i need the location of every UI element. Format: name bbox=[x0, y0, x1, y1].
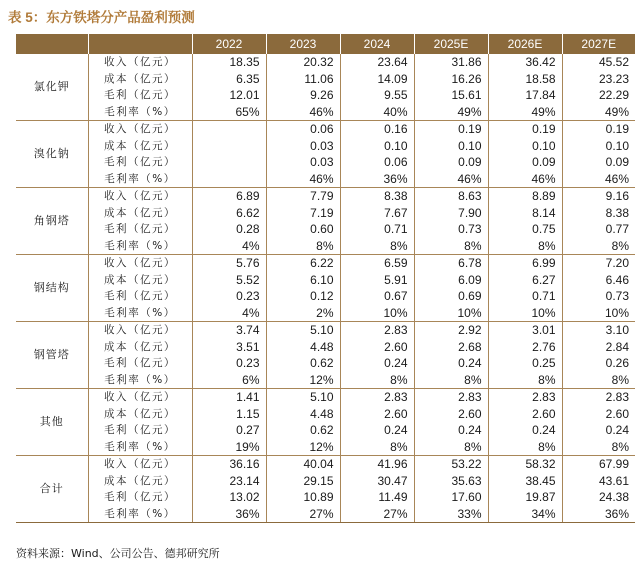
value-cell: 6.22 bbox=[266, 255, 340, 272]
value-cell: 10.89 bbox=[266, 489, 340, 506]
value-cell: 3.74 bbox=[192, 322, 266, 339]
table-row bbox=[16, 104, 635, 121]
value-cell: 23.14 bbox=[192, 473, 266, 490]
value-cell: 22.29 bbox=[598, 88, 629, 103]
table-row bbox=[16, 422, 635, 439]
table-row bbox=[16, 288, 635, 305]
table-row bbox=[16, 221, 635, 238]
table-row bbox=[16, 154, 635, 171]
table-row bbox=[16, 473, 635, 490]
value-cell: 40.04 bbox=[266, 456, 340, 473]
value-cell: 16.26 bbox=[414, 71, 488, 88]
metric-label-cell: 成本（亿元） bbox=[88, 272, 192, 289]
value-cell: 6.35 bbox=[192, 71, 266, 88]
value-cell: 2.83 bbox=[488, 389, 562, 406]
value-cell: 1.15 bbox=[192, 406, 266, 423]
value-cell: 27% bbox=[266, 506, 340, 523]
value-cell: 36% bbox=[340, 171, 414, 188]
value-cell: 12.01 bbox=[192, 87, 266, 104]
value-cell: 6.27 bbox=[488, 272, 562, 289]
table-row bbox=[16, 188, 635, 205]
value-cell: 30.47 bbox=[340, 473, 414, 490]
value-cell: 0.19 bbox=[605, 122, 629, 137]
value-cell: 0.06 bbox=[266, 121, 340, 138]
metric-label-cell: 毛利率（%） bbox=[88, 238, 192, 255]
value-cell: 10% bbox=[562, 305, 635, 322]
value-cell: 23.23 bbox=[598, 71, 629, 86]
value-cell: 8% bbox=[414, 238, 488, 255]
metric-label-cell: 毛利率（%） bbox=[88, 439, 192, 456]
metric-label-cell: 成本（亿元） bbox=[88, 205, 192, 222]
table-row bbox=[16, 138, 635, 155]
value-cell: 46% bbox=[488, 171, 562, 188]
value-cell: 0.19 bbox=[488, 121, 562, 138]
metric-label-cell: 毛利（亿元） bbox=[88, 422, 192, 439]
value-cell: 0.03 bbox=[266, 138, 340, 155]
value-cell: 53.22 bbox=[414, 456, 488, 473]
value-cell: 10% bbox=[340, 305, 414, 322]
value-cell: 3.51 bbox=[192, 339, 266, 356]
table-row bbox=[16, 506, 635, 523]
value-cell: 8% bbox=[266, 238, 340, 255]
value-cell: 5.91 bbox=[340, 272, 414, 289]
segment-name-cell: 溴化钠 bbox=[16, 121, 88, 188]
segment-name-cell: 氯化钾 bbox=[16, 54, 88, 121]
value-cell: 36.42 bbox=[488, 54, 562, 71]
value-cell: 27% bbox=[340, 506, 414, 523]
value-cell: 5.76 bbox=[192, 255, 266, 272]
value-cell: 2.68 bbox=[414, 339, 488, 356]
value-cell: 0.71 bbox=[488, 288, 562, 305]
value-cell: 0.09 bbox=[414, 154, 488, 171]
value-cell: 5.10 bbox=[266, 322, 340, 339]
table-row bbox=[16, 255, 635, 272]
segment-name-cell: 合计 bbox=[16, 456, 88, 523]
value-cell: 58.32 bbox=[488, 456, 562, 473]
value-cell: 17.84 bbox=[488, 87, 562, 104]
value-cell: 2.83 bbox=[605, 390, 629, 405]
segment-name-cell: 角钢塔 bbox=[16, 188, 88, 255]
table-header-row bbox=[16, 34, 635, 54]
value-cell: 2.84 bbox=[605, 339, 629, 354]
value-cell: 6.10 bbox=[266, 272, 340, 289]
value-cell: 2.60 bbox=[488, 406, 562, 423]
value-cell: 19% bbox=[192, 439, 266, 456]
metric-label-cell: 毛利（亿元） bbox=[88, 355, 192, 372]
table-row bbox=[16, 322, 635, 339]
header-cell-segment bbox=[16, 34, 88, 54]
table-row bbox=[16, 339, 635, 356]
metric-label-cell: 毛利率（%） bbox=[88, 171, 192, 188]
value-cell: 8% bbox=[488, 238, 562, 255]
value-cell: 13.02 bbox=[192, 489, 266, 506]
value-cell: 0.27 bbox=[192, 422, 266, 439]
metric-label-cell: 成本（亿元） bbox=[88, 71, 192, 88]
value-cell: 40% bbox=[340, 104, 414, 121]
value-cell: 18.58 bbox=[488, 71, 562, 88]
table-row bbox=[16, 171, 635, 188]
value-cell: 12% bbox=[266, 439, 340, 456]
metric-label-cell: 收入（亿元） bbox=[88, 322, 192, 339]
value-cell: 0.75 bbox=[488, 221, 562, 238]
value-cell: 17.60 bbox=[414, 489, 488, 506]
value-cell: 23.64 bbox=[340, 54, 414, 71]
source-note: 资料来源：Wind、公司公告、德邦研究所 bbox=[16, 547, 220, 560]
value-cell: 29.15 bbox=[266, 473, 340, 490]
value-cell: 5.10 bbox=[266, 389, 340, 406]
value-cell: 6% bbox=[192, 372, 266, 389]
value-cell bbox=[192, 138, 266, 155]
value-cell: 6.46 bbox=[605, 272, 629, 287]
value-cell: 0.16 bbox=[340, 121, 414, 138]
segment-name-cell: 钢结构 bbox=[16, 255, 88, 322]
metric-label-cell: 收入（亿元） bbox=[88, 456, 192, 473]
profit-forecast-table bbox=[16, 34, 635, 523]
value-cell: 18.35 bbox=[192, 54, 266, 71]
value-cell: 46% bbox=[414, 171, 488, 188]
value-cell: 65% bbox=[192, 104, 266, 121]
metric-label-cell: 成本（亿元） bbox=[88, 138, 192, 155]
value-cell: 10% bbox=[414, 305, 488, 322]
metric-label-cell: 成本（亿元） bbox=[88, 339, 192, 356]
value-cell: 34% bbox=[488, 506, 562, 523]
metric-label-cell: 毛利率（%） bbox=[88, 305, 192, 322]
header-cell-2022: 2022 bbox=[192, 34, 266, 54]
table-row bbox=[16, 205, 635, 222]
value-cell: 0.06 bbox=[340, 154, 414, 171]
value-cell: 35.63 bbox=[414, 473, 488, 490]
metric-label-cell: 毛利（亿元） bbox=[88, 154, 192, 171]
value-cell: 0.24 bbox=[414, 422, 488, 439]
value-cell: 6.09 bbox=[414, 272, 488, 289]
header-cell-2026e: 2026E bbox=[488, 34, 562, 54]
value-cell: 1.41 bbox=[192, 389, 266, 406]
value-cell: 6.89 bbox=[192, 188, 266, 205]
value-cell: 38.45 bbox=[488, 473, 562, 490]
value-cell: 0.12 bbox=[266, 288, 340, 305]
value-cell: 0.23 bbox=[192, 355, 266, 372]
value-cell: 8% bbox=[340, 439, 414, 456]
header-cell-metric bbox=[88, 34, 192, 54]
value-cell: 11.06 bbox=[266, 71, 340, 88]
value-cell: 49% bbox=[414, 104, 488, 121]
value-cell: 20.32 bbox=[266, 54, 340, 71]
table-row bbox=[16, 272, 635, 289]
value-cell: 0.60 bbox=[266, 221, 340, 238]
table-row bbox=[16, 489, 635, 506]
value-cell: 8% bbox=[414, 372, 488, 389]
value-cell: 36% bbox=[562, 506, 635, 523]
value-cell: 0.10 bbox=[488, 138, 562, 155]
value-cell: 2.60 bbox=[605, 406, 629, 421]
header-cell-2024: 2024 bbox=[340, 34, 414, 54]
value-cell: 7.19 bbox=[266, 205, 340, 222]
value-cell: 36.16 bbox=[192, 456, 266, 473]
metric-label-cell: 毛利率（%） bbox=[88, 104, 192, 121]
value-cell: 5.52 bbox=[192, 272, 266, 289]
value-cell: 8% bbox=[414, 439, 488, 456]
value-cell: 36% bbox=[192, 506, 266, 523]
value-cell: 0.24 bbox=[340, 422, 414, 439]
value-cell: 2% bbox=[266, 305, 340, 322]
table-row bbox=[16, 406, 635, 423]
value-cell: 49% bbox=[562, 104, 635, 121]
value-cell: 0.10 bbox=[414, 138, 488, 155]
value-cell: 43.61 bbox=[598, 473, 629, 488]
metric-label-cell: 收入（亿元） bbox=[88, 255, 192, 272]
segment-name-cell: 其他 bbox=[16, 389, 88, 456]
value-cell: 14.09 bbox=[340, 71, 414, 88]
value-cell: 0.69 bbox=[414, 288, 488, 305]
value-cell: 19.87 bbox=[488, 489, 562, 506]
table-row bbox=[16, 389, 635, 406]
value-cell: 7.20 bbox=[605, 256, 629, 271]
value-cell: 11.49 bbox=[340, 489, 414, 506]
value-cell: 8% bbox=[562, 238, 635, 255]
table-row bbox=[16, 238, 635, 255]
value-cell: 0.73 bbox=[414, 221, 488, 238]
value-cell: 4% bbox=[192, 305, 266, 322]
value-cell: 33% bbox=[414, 506, 488, 523]
value-cell: 0.24 bbox=[488, 422, 562, 439]
value-cell: 0.09 bbox=[605, 155, 629, 170]
value-cell: 24.38 bbox=[598, 490, 629, 505]
value-cell: 8% bbox=[340, 372, 414, 389]
table-row bbox=[16, 87, 635, 104]
value-cell: 0.77 bbox=[605, 222, 629, 237]
table-row bbox=[16, 71, 635, 88]
value-cell: 0.24 bbox=[414, 355, 488, 372]
metric-label-cell: 收入（亿元） bbox=[88, 188, 192, 205]
value-cell: 2.83 bbox=[340, 389, 414, 406]
value-cell: 8% bbox=[562, 439, 635, 456]
value-cell: 6.59 bbox=[340, 255, 414, 272]
value-cell: 9.55 bbox=[340, 87, 414, 104]
value-cell: 15.61 bbox=[414, 87, 488, 104]
value-cell: 8.89 bbox=[488, 188, 562, 205]
value-cell: 0.62 bbox=[266, 422, 340, 439]
metric-label-cell: 毛利率（%） bbox=[88, 506, 192, 523]
value-cell: 8% bbox=[488, 372, 562, 389]
value-cell: 2.83 bbox=[414, 389, 488, 406]
value-cell: 2.92 bbox=[414, 322, 488, 339]
value-cell: 46% bbox=[562, 171, 635, 188]
metric-label-cell: 收入（亿元） bbox=[88, 121, 192, 138]
value-cell: 6.62 bbox=[192, 205, 266, 222]
value-cell: 2.60 bbox=[414, 406, 488, 423]
value-cell: 9.16 bbox=[605, 189, 629, 204]
table-row bbox=[16, 121, 635, 138]
value-cell: 3.10 bbox=[605, 323, 629, 338]
value-cell: 6.78 bbox=[414, 255, 488, 272]
table-row bbox=[16, 439, 635, 456]
value-cell: 6.99 bbox=[488, 255, 562, 272]
value-cell: 8.38 bbox=[605, 205, 629, 220]
value-cell: 8.14 bbox=[488, 205, 562, 222]
value-cell: 0.24 bbox=[340, 355, 414, 372]
value-cell: 45.52 bbox=[598, 55, 629, 70]
metric-label-cell: 毛利（亿元） bbox=[88, 288, 192, 305]
value-cell: 0.09 bbox=[488, 154, 562, 171]
value-cell: 0.23 bbox=[192, 288, 266, 305]
value-cell: 46% bbox=[266, 171, 340, 188]
segment-name-cell: 钢管塔 bbox=[16, 322, 88, 389]
value-cell: 0.10 bbox=[340, 138, 414, 155]
value-cell: 0.03 bbox=[266, 154, 340, 171]
value-cell: 46% bbox=[266, 104, 340, 121]
value-cell: 7.79 bbox=[266, 188, 340, 205]
value-cell: 0.26 bbox=[605, 356, 629, 371]
value-cell: 9.26 bbox=[266, 87, 340, 104]
value-cell bbox=[192, 154, 266, 171]
metric-label-cell: 收入（亿元） bbox=[88, 54, 192, 71]
table-body bbox=[16, 54, 635, 523]
value-cell: 2.76 bbox=[488, 339, 562, 356]
value-cell: 8% bbox=[340, 238, 414, 255]
value-cell bbox=[192, 121, 266, 138]
value-cell: 8% bbox=[562, 372, 635, 389]
value-cell: 4% bbox=[192, 238, 266, 255]
value-cell: 31.86 bbox=[414, 54, 488, 71]
value-cell: 0.25 bbox=[488, 355, 562, 372]
value-cell bbox=[192, 171, 266, 188]
value-cell: 7.90 bbox=[414, 205, 488, 222]
value-cell: 10% bbox=[488, 305, 562, 322]
table-row bbox=[16, 372, 635, 389]
metric-label-cell: 收入（亿元） bbox=[88, 389, 192, 406]
header-cell-2023: 2023 bbox=[266, 34, 340, 54]
value-cell: 12% bbox=[266, 372, 340, 389]
value-cell: 2.83 bbox=[340, 322, 414, 339]
value-cell: 8.63 bbox=[414, 188, 488, 205]
table-row bbox=[16, 456, 635, 473]
value-cell: 0.73 bbox=[605, 289, 629, 304]
value-cell: 2.60 bbox=[340, 406, 414, 423]
metric-label-cell: 毛利（亿元） bbox=[88, 489, 192, 506]
value-cell: 8.38 bbox=[340, 188, 414, 205]
metric-label-cell: 毛利率（%） bbox=[88, 372, 192, 389]
value-cell: 0.19 bbox=[414, 121, 488, 138]
table-title: 表 5：东方铁塔分产品盈利预测 bbox=[8, 10, 195, 25]
value-cell: 8% bbox=[488, 439, 562, 456]
metric-label-cell: 成本（亿元） bbox=[88, 473, 192, 490]
value-cell: 7.67 bbox=[340, 205, 414, 222]
value-cell: 4.48 bbox=[266, 339, 340, 356]
table-row bbox=[16, 355, 635, 372]
value-cell: 49% bbox=[488, 104, 562, 121]
metric-label-cell: 成本（亿元） bbox=[88, 406, 192, 423]
metric-label-cell: 毛利（亿元） bbox=[88, 221, 192, 238]
metric-label-cell: 毛利（亿元） bbox=[88, 87, 192, 104]
table-row bbox=[16, 54, 635, 71]
table-row bbox=[16, 305, 635, 322]
value-cell: 67.99 bbox=[598, 457, 629, 472]
value-cell: 0.10 bbox=[605, 138, 629, 153]
header-cell-2027e: 2027E bbox=[562, 34, 635, 54]
value-cell: 0.24 bbox=[605, 423, 629, 438]
value-cell: 2.60 bbox=[340, 339, 414, 356]
value-cell: 41.96 bbox=[340, 456, 414, 473]
value-cell: 3.01 bbox=[488, 322, 562, 339]
value-cell: 4.48 bbox=[266, 406, 340, 423]
value-cell: 0.62 bbox=[266, 355, 340, 372]
header-cell-2025e: 2025E bbox=[414, 34, 488, 54]
value-cell: 0.28 bbox=[192, 221, 266, 238]
value-cell: 0.67 bbox=[340, 288, 414, 305]
value-cell: 0.71 bbox=[340, 221, 414, 238]
